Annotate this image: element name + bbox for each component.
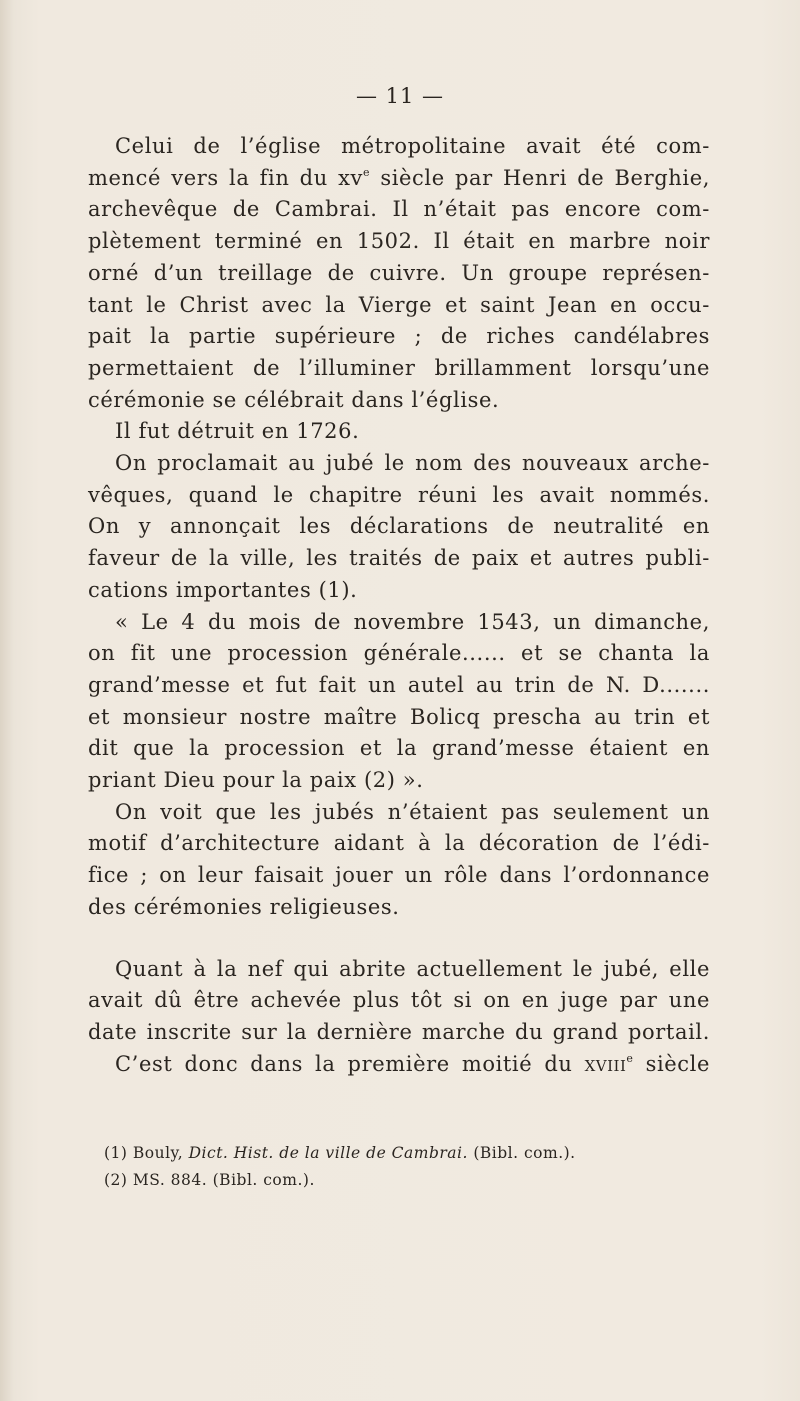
text-line bbox=[88, 353, 710, 385]
text-line bbox=[88, 131, 710, 163]
text-line bbox=[88, 258, 710, 290]
page-number: — 11 — bbox=[355, 84, 445, 108]
text-run: date inscrite sur la dernière marche du grand portail. bbox=[88, 1019, 710, 1044]
text-line bbox=[88, 733, 710, 765]
text-run: fice ; on leur faisait jouer un rôle dans l’ordonnance bbox=[88, 863, 710, 888]
footnote-title: Dict. Hist. de la ville de Cambrai. bbox=[188, 1144, 468, 1162]
text-line bbox=[88, 480, 710, 512]
text-line bbox=[88, 860, 710, 892]
century-numeral: xviii bbox=[584, 1051, 627, 1076]
text-line bbox=[88, 575, 710, 607]
text-line bbox=[88, 670, 710, 702]
text-line bbox=[88, 797, 710, 829]
text-run: vêques, quand le chapitre réuni les avait nommés. bbox=[88, 482, 710, 507]
footnote-marker: (2) bbox=[104, 1171, 128, 1189]
text-line bbox=[88, 954, 710, 986]
text-line bbox=[88, 163, 710, 195]
text-run: mencé vers la fin du xv bbox=[88, 165, 363, 190]
text-line bbox=[88, 543, 710, 575]
footnote bbox=[104, 1167, 704, 1194]
text-line bbox=[88, 226, 710, 258]
body-text bbox=[88, 131, 710, 1080]
paragraph-gap bbox=[88, 924, 710, 954]
text-run: on fit une procession générale...... et se chanta la bbox=[88, 641, 710, 666]
text-run: cations importantes (1). bbox=[88, 577, 358, 602]
text-run: motif d’architecture aidant à la décoration de l’édi- bbox=[88, 831, 710, 856]
text-line bbox=[88, 416, 710, 448]
text-run: Il fut détruit en 1726. bbox=[115, 419, 360, 444]
text-run: Celui de l’église métropolitaine avait été com- bbox=[115, 134, 710, 158]
footnote-text: (Bibl. com.). bbox=[467, 1144, 576, 1162]
text-run: On y annonçait les déclarations de neutralité en bbox=[88, 514, 710, 539]
text-run: siècle bbox=[633, 1051, 711, 1076]
text-line bbox=[88, 607, 710, 639]
text-run: « Le 4 du mois de novembre 1543, un dimanche, bbox=[115, 609, 710, 634]
text-line bbox=[88, 828, 710, 860]
footnote-text: MS. 884. (Bibl. com.). bbox=[127, 1171, 315, 1189]
footnotes bbox=[104, 1140, 704, 1194]
text-line bbox=[88, 448, 710, 480]
text-line bbox=[88, 321, 710, 353]
superscript: e bbox=[362, 165, 371, 179]
text-run: avait dû être achevée plus tôt si on en juge par une bbox=[88, 988, 710, 1013]
text-run: On proclamait au jubé le nom des nouveaux arche- bbox=[115, 451, 710, 476]
text-line bbox=[88, 985, 710, 1017]
text-run: plètement terminé en 1502. Il était en marbre noir bbox=[88, 229, 710, 254]
text-line bbox=[88, 1049, 710, 1081]
footnote bbox=[104, 1140, 704, 1167]
text-run: permettaient de l’illuminer brillamment lorsqu’une bbox=[88, 355, 710, 380]
text-run: des cérémonies religieuses. bbox=[88, 894, 400, 919]
superscript: e bbox=[626, 1051, 634, 1065]
text-run: archevêque de Cambrai. Il n’était pas encore com- bbox=[88, 197, 710, 222]
text-line bbox=[88, 511, 710, 543]
text-line bbox=[88, 385, 710, 417]
text-run: C’est donc dans la première moitié du bbox=[115, 1051, 585, 1076]
text-run: et monsieur nostre maître Bolicq prescha au trin et bbox=[88, 704, 710, 729]
text-run: On voit que les jubés n’étaient pas seulement un bbox=[115, 799, 710, 824]
text-run: faveur de la ville, les traités de paix et autres publi- bbox=[88, 546, 710, 571]
text-run: siècle par Henri de Berghie, bbox=[370, 165, 711, 190]
text-run: dit que la procession et la grand’messe étaient en bbox=[88, 736, 710, 761]
text-run: pait la partie supérieure ; de riches candélabres bbox=[88, 324, 710, 349]
text-run: orné d’un treillage de cuivre. Un groupe représen- bbox=[88, 260, 710, 285]
text-run: tant le Christ avec la Vierge et saint Jean en occu- bbox=[88, 292, 710, 317]
text-run: cérémonie se célébrait dans l’église. bbox=[88, 387, 500, 412]
footnote-text: Bouly, bbox=[127, 1144, 189, 1162]
text-line bbox=[88, 702, 710, 734]
text-line bbox=[88, 765, 710, 797]
text-run: grand’messe et fut fait un autel au trin de N. D....... bbox=[88, 672, 710, 697]
text-line bbox=[88, 194, 710, 226]
text-line bbox=[88, 1017, 710, 1049]
text-run: priant Dieu pour la paix (2) ». bbox=[88, 768, 424, 793]
text-line bbox=[88, 892, 710, 924]
footnote-marker: (1) bbox=[104, 1144, 128, 1162]
text-line bbox=[88, 638, 710, 670]
text-run: Quant à la nef qui abrite actuellement le jubé, elle bbox=[115, 956, 710, 981]
text-line bbox=[88, 290, 710, 322]
